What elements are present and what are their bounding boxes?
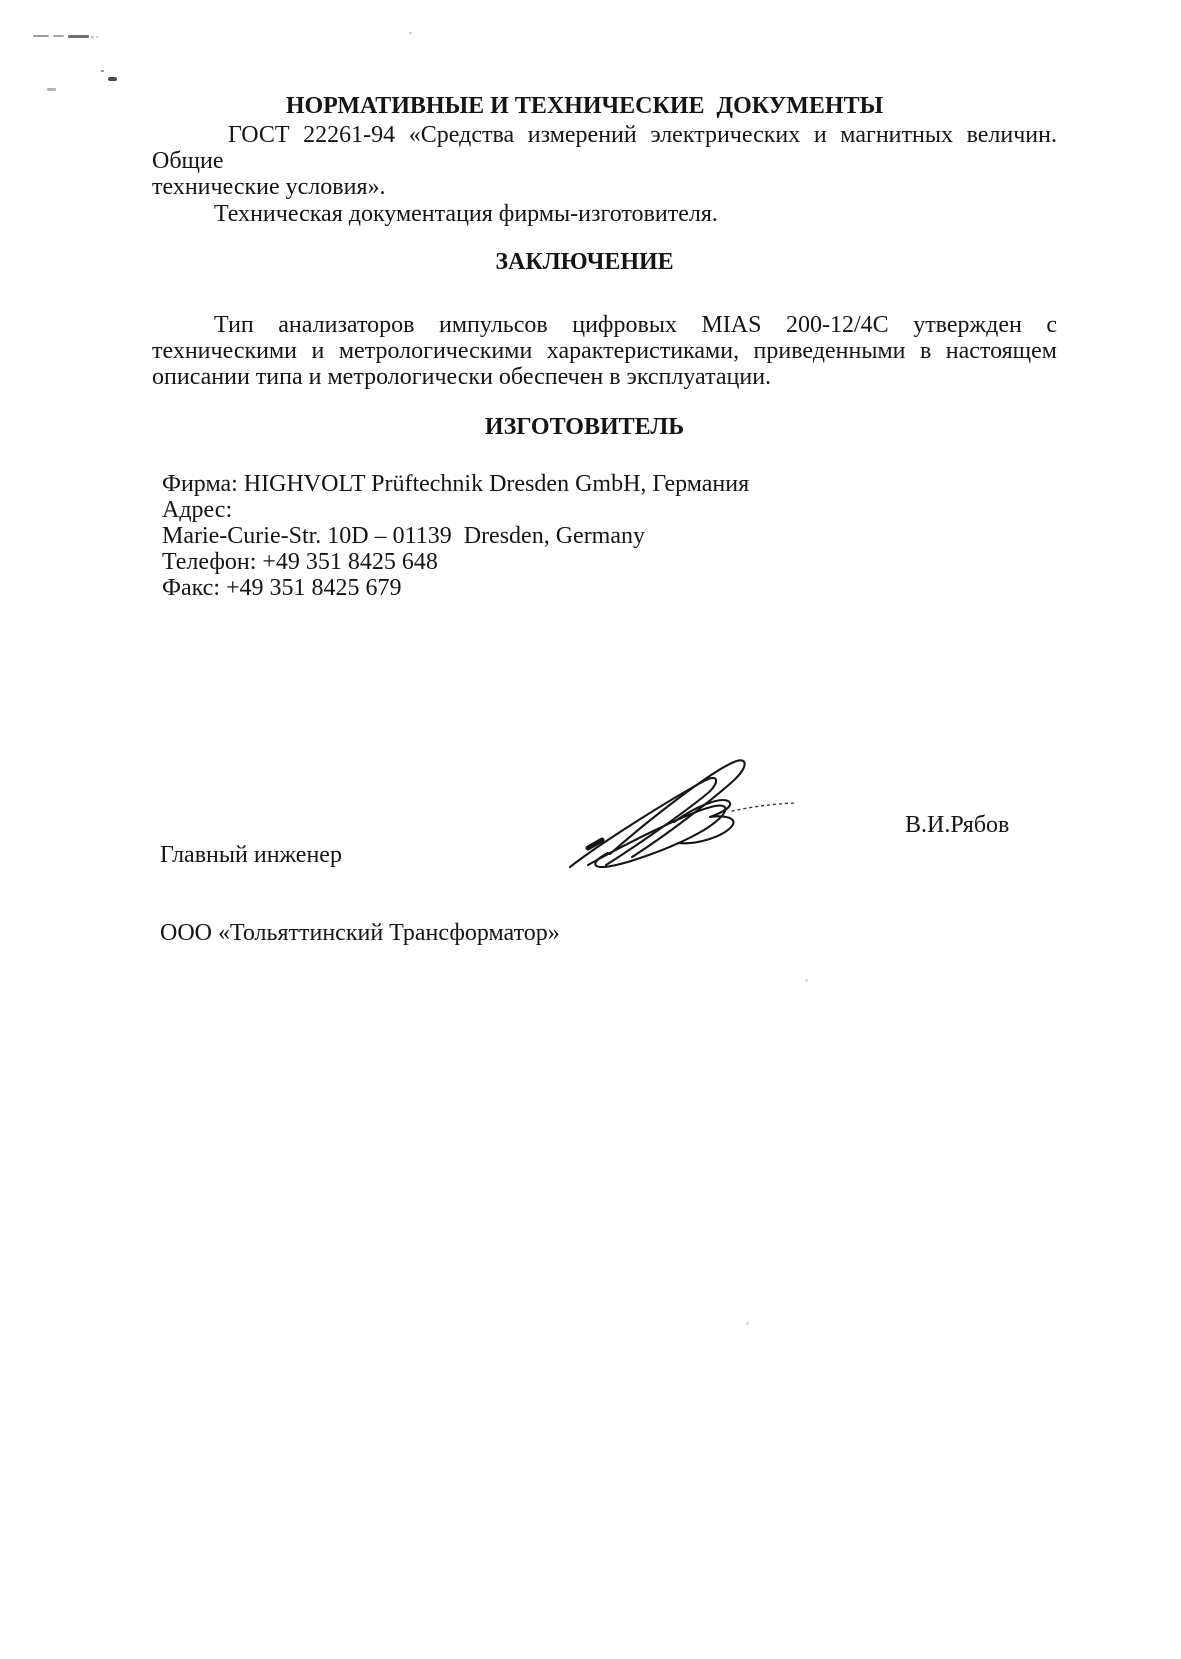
signer-name: В.И.Рябов — [905, 812, 1010, 838]
scan-artifact — [746, 1322, 749, 1325]
manufacturer-address-line: Marie-Curie-Str. 10D – 01139 Dresden, Germany — [162, 523, 645, 549]
scan-artifact — [33, 35, 49, 37]
section-heading-conclusion: ЗАКЛЮЧЕНИЕ — [495, 249, 674, 275]
text-line: техническими и метрологическими характеристиками, приведенными в настоящем — [152, 338, 1057, 364]
signatory-position-line1: Главный инженер — [160, 842, 342, 868]
scan-artifact — [91, 36, 94, 38]
text-line: технические условия». — [152, 174, 386, 200]
text-line: описании типа и метрологически обеспечен в эксплуатации. — [152, 364, 772, 390]
signature-stroke-dotted — [732, 803, 794, 811]
scan-artifact — [47, 88, 56, 91]
handwritten-signature — [558, 748, 800, 872]
scan-artifact — [805, 979, 808, 982]
signatory-position — [160, 790, 560, 998]
paragraph-tech-doc: Техническая документация фирмы-изготовителя. — [214, 201, 718, 227]
scan-artifact — [53, 35, 64, 37]
manufacturer-phone-line: Телефон: +49 351 8425 648 — [162, 549, 438, 575]
section-heading-manufacturer: ИЗГОТОВИТЕЛЬ — [484, 414, 685, 440]
section-heading-normative-docs: НОРМАТИВНЫЕ И ТЕХНИЧЕСКИЕ ДОКУМЕНТЫ — [285, 93, 884, 119]
scan-artifact — [108, 77, 117, 81]
text-line: Тип анализаторов импульсов цифровых MIAS 200-12/4C утвержден с — [214, 312, 1057, 338]
text-line: ГОСТ 22261-94 «Средства измерений электрических и магнитных величин. Общие — [152, 122, 1063, 174]
scan-artifact — [96, 36, 98, 38]
manufacturer-details — [152, 471, 1057, 601]
paragraph-conclusion — [152, 312, 1057, 390]
scan-artifact — [68, 35, 89, 38]
signature-stroke — [588, 840, 602, 848]
manufacturer-fax-line: Факс: +49 351 8425 679 — [162, 575, 402, 601]
document-body — [152, 0, 1063, 601]
manufacturer-address-label: Адрес: — [162, 497, 233, 523]
paragraph-gost — [152, 122, 1063, 200]
manufacturer-firm-line: Фирма: HIGHVOLT Prüftechnik Dresden GmbH, Германия — [162, 471, 750, 497]
scan-artifact — [101, 70, 104, 72]
signature-stroke — [570, 778, 716, 867]
signatory-position-line2: ООО «Тольяттинский Трансформатор» — [160, 920, 560, 946]
